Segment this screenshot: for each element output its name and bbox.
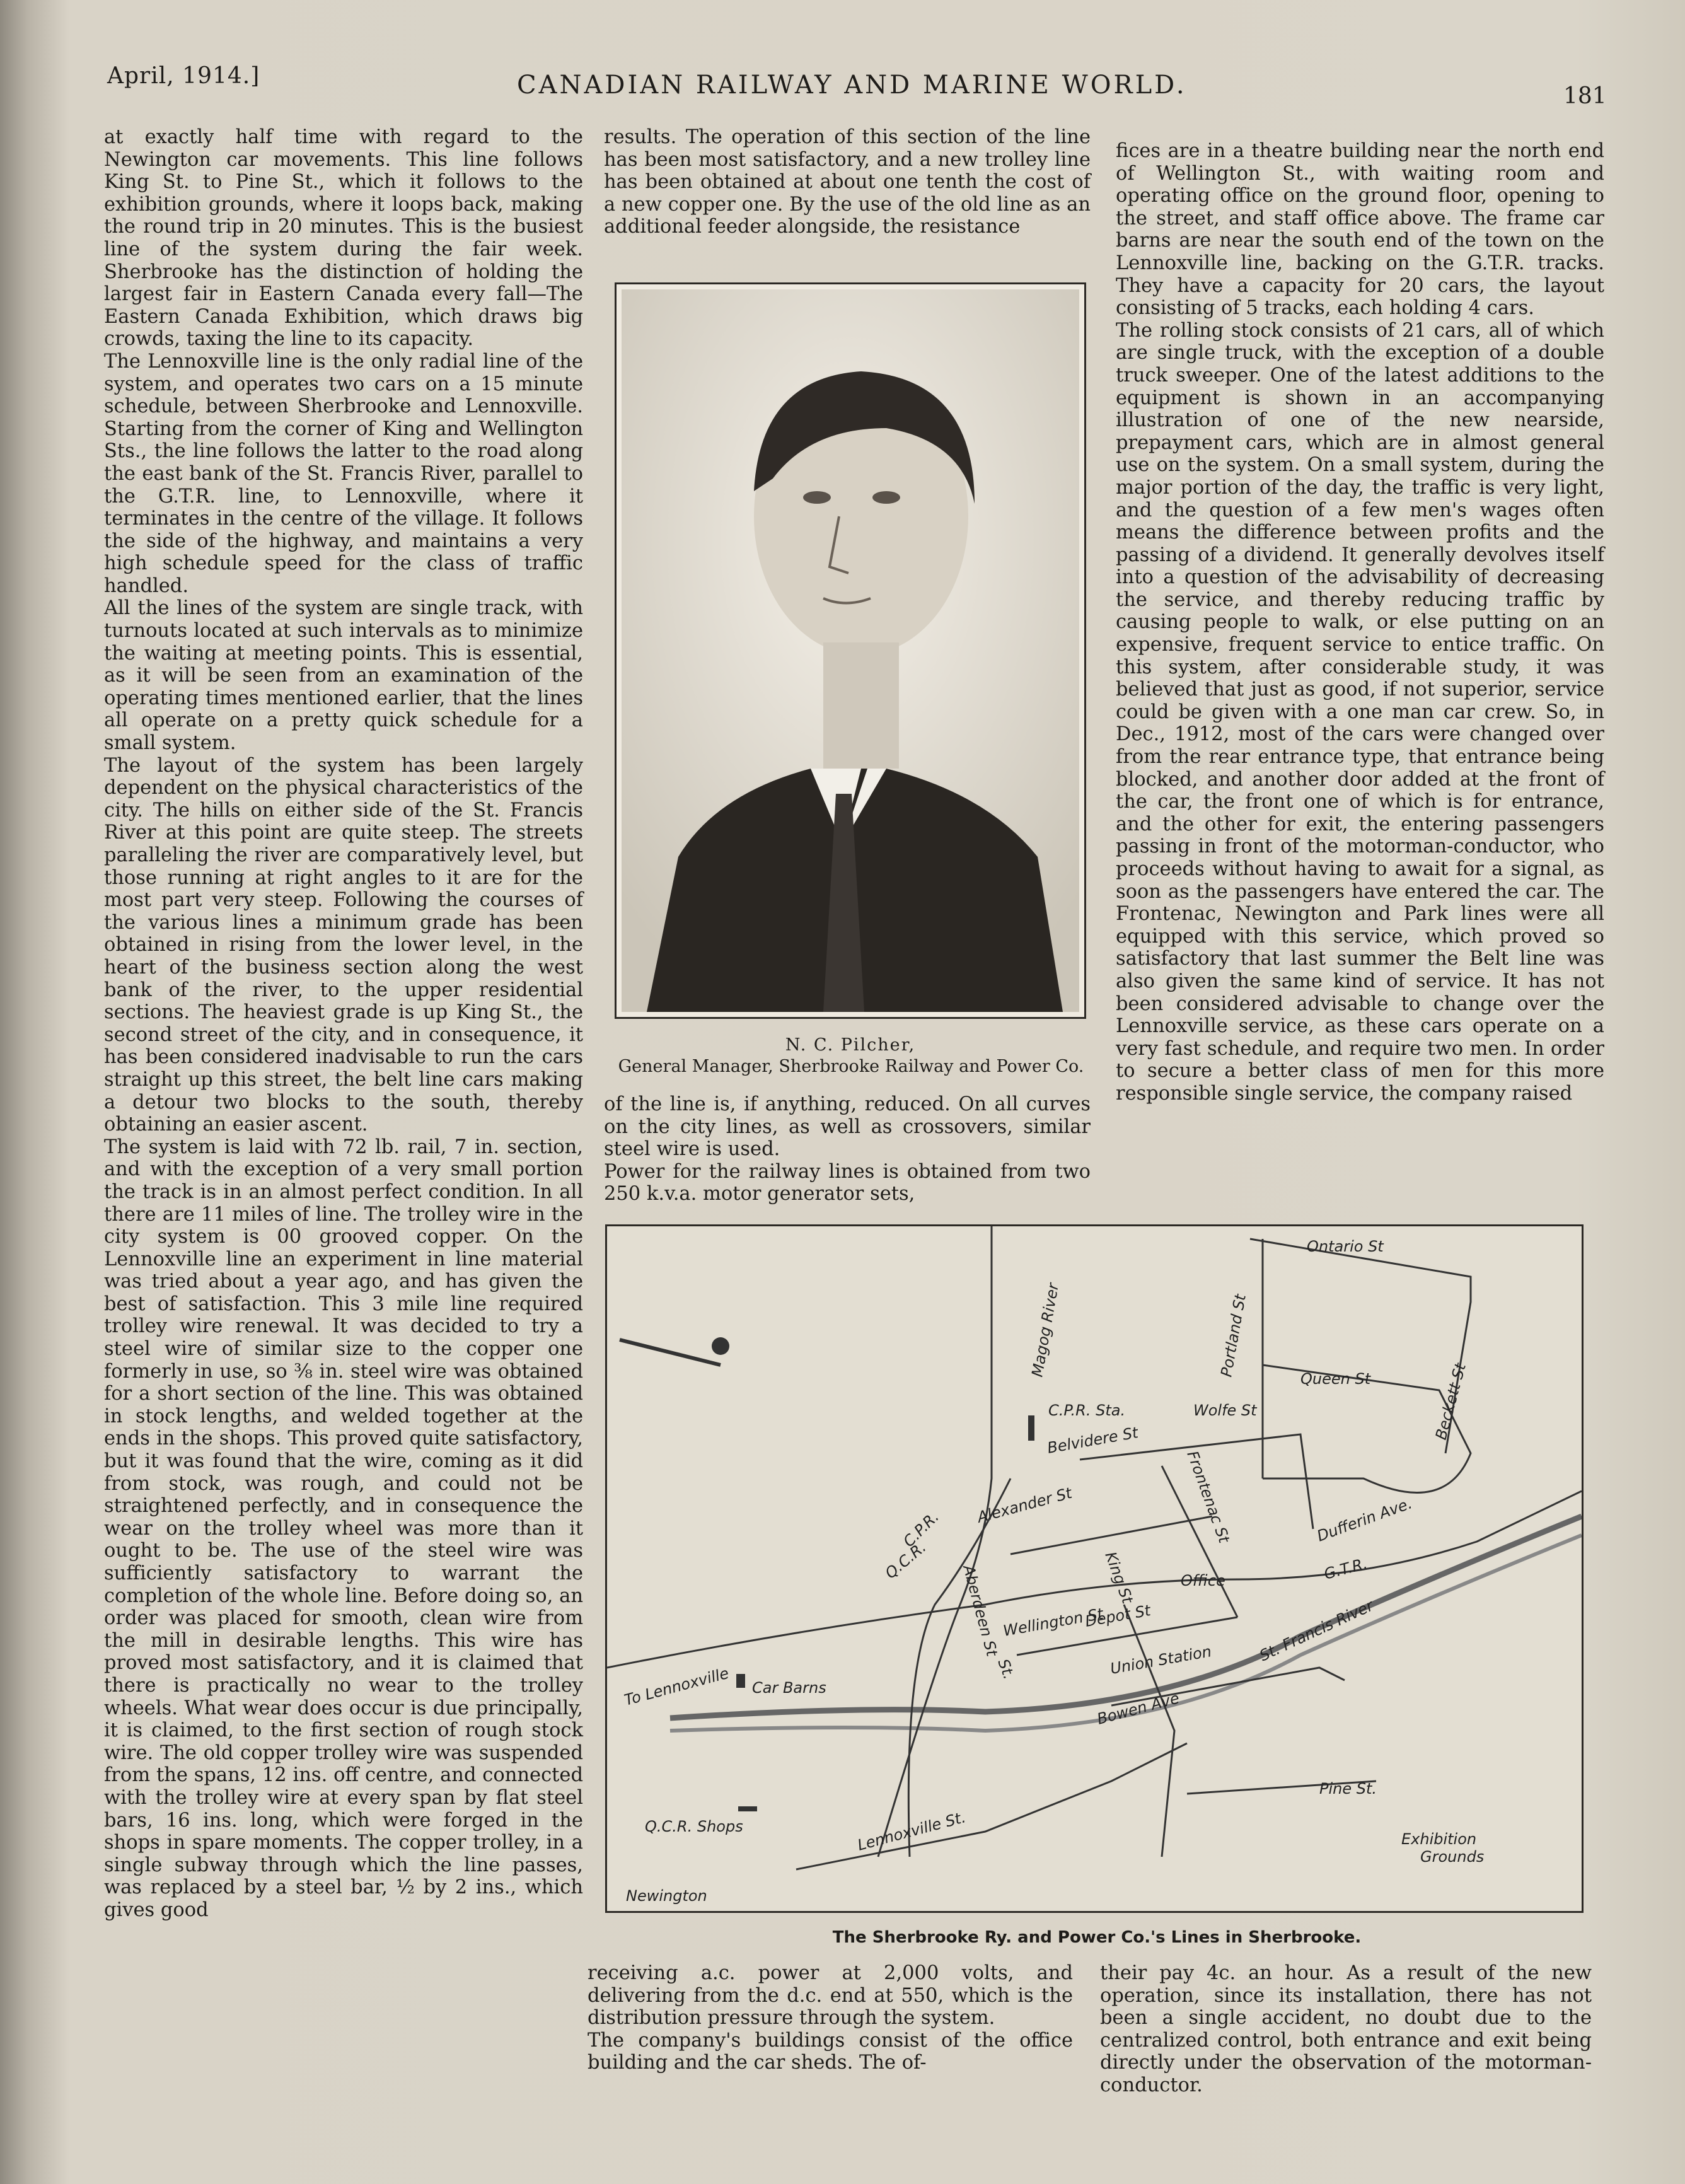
map-label-pine: Pine St. <box>1319 1780 1377 1798</box>
car-barns-marker <box>736 1674 745 1688</box>
map-label-cpr-sta: C.P.R. Sta. <box>1048 1402 1126 1419</box>
compass-arrow <box>620 1340 721 1365</box>
map-label-union: Union Station <box>1109 1642 1213 1678</box>
article-column-right-top: fices are in a theatre building near the north end of Wellington St., with waiting room and operating office on the ground floor, opening to the street, and staff office above. The frame car barns are near the south end of the town on the Lennoxville line, backing on the G.T.R. tracks. They have a capacity for 20 cars, the layout consisting of 5 tracks, each holding 4 cars. The rolling stock consists of 21 cars, all of which are single truck, with the exception of a double truck sweeper. One of the latest additions to the equipment is shown in an accompanying illustration of one of the new nearside, prepayment cars, which are in almost general use on the system. On a small system, during the major portion of the day, the traffic is very light, and the question of a few men's wages often means the difference between profits and the passing of a dividend. It generally devolves itself into a question of the advisability of decreasing the service, and thereby reducing traffic by causing people to walk, or else putting on an expensive, frequent service to entice traffic. On this system, after considerable study, it was believed that just as good, if not superior, service could be given with a one man car crew. So, in Dec., 1912, most of the cars were changed over from the rear entrance type, that entrance being blocked, and another door added at the front of the car, the front one of which is for entrance, and the other for exit, the entering passengers passing in front of the motorman-conductor, who proceeds without having to await for a signal, as soon as the passengers have entered the car. The Frontenac, Newington and Park lines were all equipped with this service, which proved so satisfactory that last summer the Belt line was also given the same kind of service. It has not been considered advisable to change over the Lennoxville service, as these cars operate on a very fast schedule, and require two men. In order to secure a better class of men for this more responsible single service, the company raised <box>1116 140 1604 1105</box>
street-map <box>605 1224 1584 1913</box>
publication-title: CANADIAN RAILWAY AND MARINE WORLD. <box>517 71 1187 100</box>
map-label-cpr: C.P.R. <box>900 1507 942 1551</box>
portrait-illustration <box>622 289 1079 1012</box>
map-label-portland: Portland St <box>1217 1292 1249 1379</box>
article-column-middle-top: results. The operation of this section of the line has been most satisfactory, and a new trolley line has been obtained at about one tenth the cost of a new copper one. By the use of the old line as an additional feeder alongside, the resistance <box>604 126 1091 238</box>
king-line <box>1124 1605 1174 1857</box>
lennoxville-line <box>796 1743 1187 1869</box>
map-label-bowen: Bowen Ave <box>1095 1689 1181 1728</box>
cpr-line <box>878 1226 992 1857</box>
qcr-shops-marker <box>738 1806 757 1811</box>
map-label-belvidere: Belvidere St <box>1046 1424 1140 1457</box>
alexander-line <box>1010 1516 1212 1554</box>
map-label-beckett: Beckett St <box>1432 1361 1469 1442</box>
map-label-to-lennoxville: To Lennoxville <box>622 1664 731 1709</box>
page-number: 181 <box>1563 83 1607 109</box>
map-label-alexander: Alexander St <box>975 1484 1074 1526</box>
article-column-middle-bottom2: receiving a.c. power at 2,000 volts, and delivering from the d.c. end at 550, which is the distribution pressure through the system. The company's buildings consist of the office building and the car sheds. The of- <box>588 1962 1073 2074</box>
river-band-2 <box>670 1535 1582 1731</box>
map-label-lennoxville-st: Lennoxville St. <box>855 1808 968 1854</box>
compass-rose <box>712 1337 729 1355</box>
map-label-aberdeen: Aberdeen St <box>959 1563 1001 1659</box>
portrait-photo <box>615 282 1086 1019</box>
map-label-st: St. <box>994 1656 1018 1682</box>
map-drawing <box>607 1226 1582 1911</box>
cpr-station-marker <box>1028 1415 1034 1441</box>
issue-date: April, 1914.] <box>107 63 260 89</box>
map-label-ontario: Ontario St <box>1307 1238 1384 1255</box>
map-label-stfrancis: St. Francis River <box>1256 1596 1376 1665</box>
portrait-role: General Manager, Sherbrooke Railway and Power Co. <box>618 1057 1084 1076</box>
map-label-wellington: Wellington St <box>1002 1605 1105 1640</box>
portrait-name: N. C. Pilcher, <box>785 1035 916 1055</box>
map-caption: The Sherbrooke Ry. and Power Co.'s Lines in Sherbrooke. <box>832 1928 1362 1947</box>
article-column-middle-bottom: of the line is, if anything, reduced. On all curves on the city lines, as well as crossovers, similar steel wire is used. Power for the railway lines is obtained from two 250 k.v.a. motor generator sets, <box>604 1093 1091 1205</box>
map-label-qcr: Q.C.R. <box>881 1538 930 1583</box>
map-label-qcr-shops: Q.C.R. Shops <box>645 1818 743 1835</box>
map-label-dufferin: Dufferin Ave. <box>1314 1494 1415 1545</box>
map-label-queen: Queen St <box>1300 1370 1371 1388</box>
article-column-right-bottom: their pay 4c. an hour. As a result of the new operation, since its installation, there has not been a single accident, no doubt due to the centralized control, both entrance and exit being directly under the observation of the motorman-conductor. <box>1100 1962 1592 2096</box>
map-label-gtr: G.T.R. <box>1322 1554 1370 1583</box>
map-label-depot: Depot St <box>1084 1601 1152 1630</box>
map-label-magog: Magog River <box>1028 1282 1063 1379</box>
map-label-car-barns: Car Barns <box>752 1679 826 1697</box>
map-label-newington: Newington <box>626 1887 707 1905</box>
map-label-exhibition: Exhibition <box>1401 1830 1477 1848</box>
map-label-office: Office <box>1181 1572 1225 1589</box>
map-label-grounds: Grounds <box>1420 1848 1485 1866</box>
map-label-king: King St <box>1101 1549 1137 1606</box>
map-label-frontenac: Frontenac St <box>1183 1448 1234 1545</box>
map-label-wolfe: Wolfe St <box>1193 1402 1257 1419</box>
article-column-left: at exactly half time with regard to the Newington car movements. This line follows King St. to Pine St., which it follows to the exhibition grounds, where it loops back, making the round trip in 20 minutes. This is the busiest line of the system during the fair week. Sherbrooke has the distinction of holding the largest fair in Eastern Canada every fall—The Eastern Canada Exhibition, which draws big crowds, taxing the line to its capacity. The Lennoxville line is the only radial line of the system, and operates two cars on a 15 minute schedule, between Sherbrooke and Lennoxville. Starting from the corner of King and Wellington Sts., the line follows the latter to the road along the east bank of the St. Francis River, parallel to the G.T.R. line, to Lennoxville, where it terminates in the centre of the village. It follows the side of the highway, and maintains a very high schedule speed for the class of traffic handled. All the lines of the system are single track, with turnouts located at such intervals as to minimize the waiting at meeting points. This is essential, as it will be seen from an examination of the operating times mentioned earlier, that the lines all operate on a pretty quick schedule for a small system. The layout of the system has been largely dependent on the physical characteristics of the city. The hills on either side of the St. Francis River at this point are quite steep. The streets paralleling the river are comparatively level, but those running at right angles to it are for the most part very steep. Following the courses of the various lines a minimum grade has been obtained in rising from the lower level, in the heart of the business section along the west bank of the river, to the upper residential sections. The heaviest grade is up King St., the second street of the city, and in consequence, it has been considered inadvisable to run the cars straight up this street, the belt line cars making a detour two blocks to the south, thereby obtaining an easier ascent. The system is laid with 72 lb. rail, 7 in. section, and with the exception of a very small portion the track is in an almost perfect condition. In all there are 11 miles of line. The trolley wire in the city system is 00 grooved copper. On the Lennoxville line an experiment in line material was tried about a year ago, and has given the best of satisfaction. This 3 mile line required trolley wire renewal. It was decided to try a steel wire of similar size to the copper one formerly in use, so ⅜ in. steel wire was obtained for a short section of the line. This was obtained in stock lengths, and welded together at the ends in the shops. This proved quite satisfactory, but it was found that the wire, coming as it did from stock, was rough, and could not be straightened perfectly, and in consequence the wear on the trolley wheel was more than it ought to be. The use of the steel wire was sufficiently satisfactory to warrant the completion of the whole line. Before doing so, an order was placed for smooth, clean wire from the mill in desirable lengths. This wire has proved most satisfactory, and it is claimed that there is practically no wear to the trolley wheels. What wear does occur is due principally, it is claimed, to the first section of rough stock wire. The old copper trolley wire was suspended from the spans, 12 ins. off centre, and connected with the trolley wire at every span by flat steel bars, 16 ins. long, which were forged in the shops in spare moments. The copper trolley, in a single subway through which the line passes, was replaced by a steel bar, ½ by 2 ins., which gives good <box>104 126 583 1921</box>
